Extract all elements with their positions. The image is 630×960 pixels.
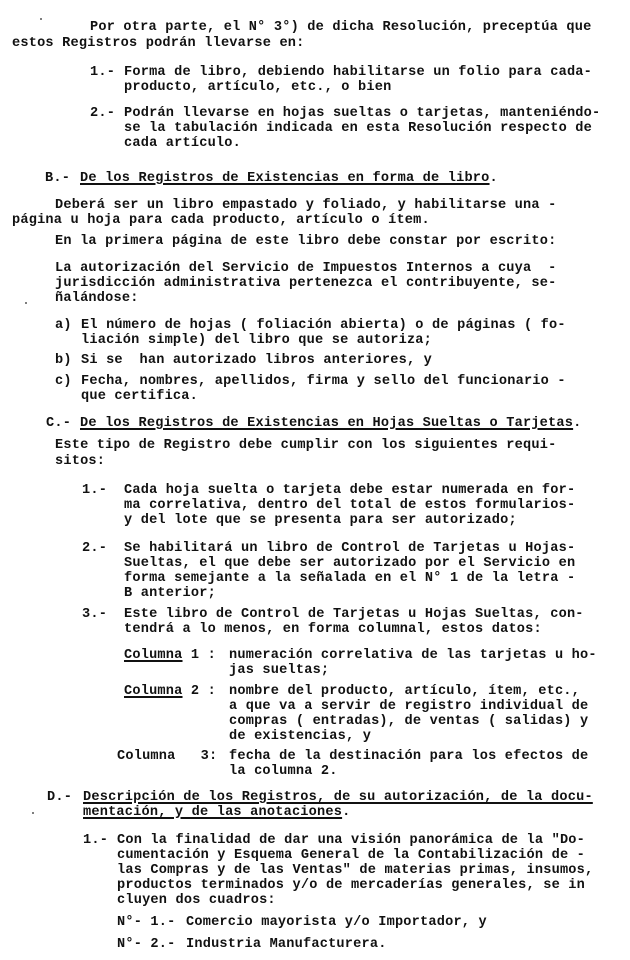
column-2-line-1: nombre del producto, artículo, ítem, etc., (229, 684, 581, 699)
cuadro-2-number: N°- 2.- (117, 937, 176, 952)
cuadro-1-text: Comercio mayorista y/o Importador, y (186, 915, 487, 930)
section-d-title-text-1: Descripción de los Registros, de su autorización, de la docu- (83, 790, 593, 805)
section-d-item-1-number: 1.- (83, 833, 109, 848)
section-c-item-2-line-2: Sueltas, el que debe ser autorizado por el Servicio en (124, 556, 576, 571)
column-3-label-text: Columna (117, 749, 176, 764)
section-b-para1-line-2: página u hoja para cada producto, artículo o ítem. (12, 213, 430, 228)
cuadro-2-text: Industria Manufacturera. (186, 937, 387, 952)
scan-speck (40, 18, 42, 20)
section-d-title-line-2 (83, 805, 350, 820)
section-d-title-line-1 (83, 790, 593, 805)
column-3-line-1: fecha de la destinación para los efectos de (229, 749, 589, 764)
section-b-para2: En la primera página de este libro debe constar por escrito: (55, 234, 557, 249)
section-b-para3-line-2: jurisdicción administrativa pertenezca el contribuyente, se- (55, 276, 557, 291)
column-1-label (124, 648, 216, 663)
section-c-item-1-line-2: ma correlativa, dentro del total de estos formularios- (124, 498, 576, 513)
column-1-label-text: Columna (124, 648, 183, 663)
section-c-item-2-line-1: Se habilitará un libro de Control de Tarjetas u Hojas- (124, 541, 576, 556)
scan-speck (25, 302, 27, 304)
intro-line-1: Por otra parte, el N° 3°) de dicha Resolución, preceptúa que (90, 20, 592, 35)
section-d-title-text-2: mentación, y de las anotaciones (83, 805, 343, 820)
column-2-line-4: de existencias, y (229, 729, 372, 744)
column-3-line-2: la columna 2. (229, 764, 338, 779)
cuadro-1-number: N°- 1.- (117, 915, 176, 930)
section-b-item-c-line-2: que certifica. (81, 389, 199, 404)
section-c-item-2-line-4: B anterior; (124, 586, 216, 601)
section-b-para3-line-3: ñalándose: (55, 291, 139, 306)
section-d-item-1-line-4: productos terminados y/o de mercaderías generales, se in (117, 878, 586, 893)
section-d-label: D.- (47, 790, 73, 805)
section-c-intro-line-1: Este tipo de Registro debe cumplir con los siguientes requi- (55, 438, 557, 453)
section-c-item-1-line-1: Cada hoja suelta o tarjeta debe estar numerada en for- (124, 483, 576, 498)
section-c-item-3-line-1: Este libro de Control de Tarjetas u Hojas Sueltas, con- (124, 607, 584, 622)
section-c-label: C.- (46, 416, 72, 431)
intro-item-1-line-1: Forma de libro, debiendo habilitarse un folio para cada- (124, 65, 593, 80)
section-c-title-end: . (573, 416, 582, 431)
section-b-item-b-line-1: Si se han autorizado libros anteriores, y (81, 353, 433, 368)
column-2-label (124, 684, 216, 699)
section-c-item-1-line-3: y del lote que se presenta para ser autorizado; (124, 513, 517, 528)
section-b-item-c-label: c) (55, 374, 72, 389)
section-b-item-a-label: a) (55, 318, 72, 333)
column-1-line-1: numeración correlativa de las tarjetas u ho- (229, 648, 597, 663)
section-b-para3-line-1: La autorización del Servicio de Impuestos Internos a cuya - (55, 261, 557, 276)
section-b-item-c-line-1: Fecha, nombres, apellidos, firma y sello del funcionario - (81, 374, 566, 389)
section-b-title: De los Registros de Existencias en forma de libro (80, 171, 490, 186)
section-c-item-1-number: 1.- (82, 483, 108, 498)
section-d-item-1-line-1: Con la finalidad de dar una visión panorámica de la "Do- (117, 833, 586, 848)
intro-item-2-line-2: se la tabulación indicada en esta Resolución respecto de (124, 121, 593, 136)
section-c-intro-line-2: sitos: (55, 454, 106, 469)
section-d-item-1-line-2: cumentación y Esquema General de la Contabilización de - (117, 848, 586, 863)
column-2-line-3: compras ( entradas), de ventas ( salidas) y (229, 714, 589, 729)
intro-item-1-line-2: producto, artículo, etc., o bien (124, 80, 392, 95)
section-b-para1-line-1: Deberá ser un libro empastado y foliado, y habilitarse una - (55, 198, 557, 213)
section-c-item-2-line-3: forma semejante a la señalada en el N° 1 de la letra - (124, 571, 576, 586)
section-b-heading (80, 171, 498, 186)
column-1-line-2: jas sueltas; (229, 663, 330, 678)
section-b-item-a-line-1: El número de hojas ( foliación abierta) o de páginas ( fo- (81, 318, 566, 333)
section-b-item-a-line-2: liación simple) del libro que se autoriza; (81, 333, 433, 348)
column-2-number: 2 : (190, 684, 216, 699)
column-3-label (117, 749, 217, 764)
section-c-item-2-number: 2.- (82, 541, 108, 556)
intro-item-1-number: 1.- (90, 65, 116, 80)
column-2-line-2: a que va a servir de registro individual de (229, 699, 589, 714)
column-1-number: 1 : (190, 648, 216, 663)
intro-item-2-line-1: Podrán llevarse en hojas sueltas o tarjetas, manteniéndo- (124, 106, 601, 121)
section-b-item-b-label: b) (55, 353, 72, 368)
section-c-item-3-number: 3.- (82, 607, 108, 622)
intro-item-2-number: 2.- (90, 106, 116, 121)
section-c-title: De los Registros de Existencias en Hojas Sueltas o Tarjetas (80, 416, 574, 431)
section-d-item-1-line-3: las Compras y de las Ventas" de materias primas, insumos, (117, 863, 594, 878)
section-c-heading (80, 416, 581, 431)
section-c-item-3-line-2: tendrá a lo menos, en forma columnal, estos datos: (124, 622, 542, 637)
scan-speck (32, 812, 34, 814)
section-d-item-1-line-5: cluyen dos cuadros: (117, 893, 276, 908)
section-d-title-end: . (342, 805, 351, 820)
section-b-label: B.- (45, 171, 71, 186)
section-b-title-end: . (489, 171, 498, 186)
column-2-label-text: Columna (124, 684, 183, 699)
intro-line-2: estos Registros podrán llevarse en: (12, 36, 305, 51)
intro-item-2-line-3: cada artículo. (124, 136, 242, 151)
column-3-number: 3: (200, 749, 218, 764)
